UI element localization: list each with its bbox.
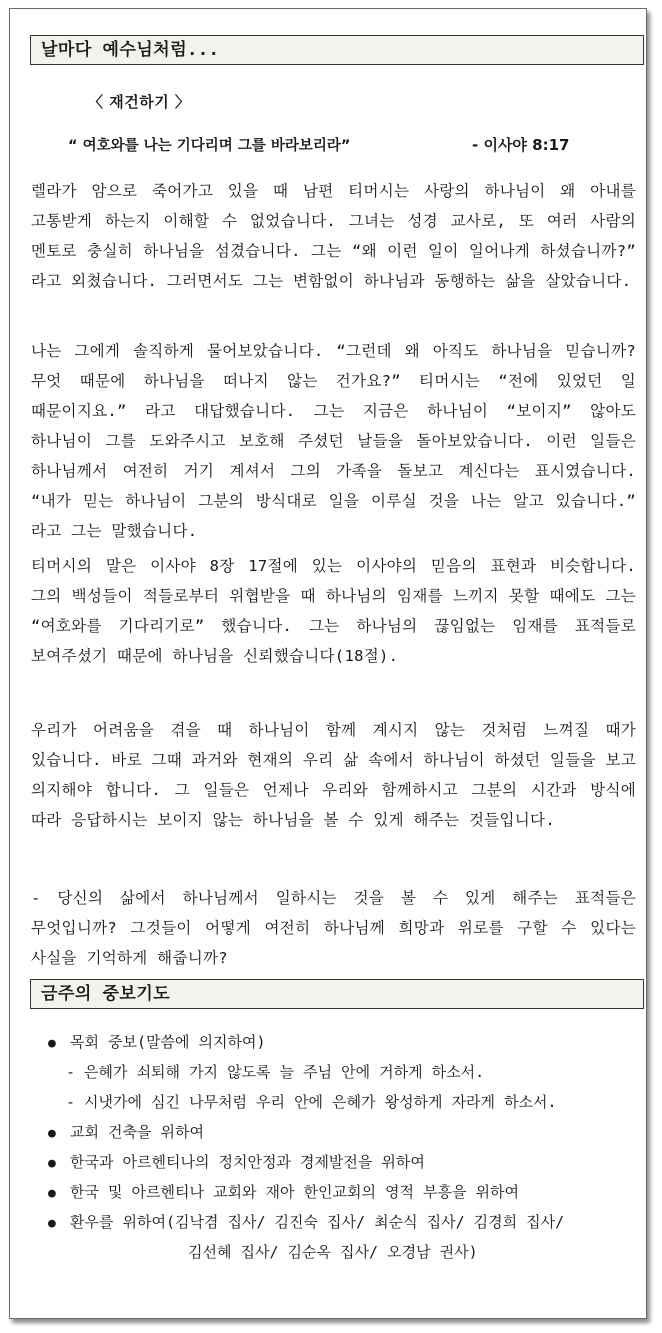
devotion-paragraph: 우리가 어려움을 겪을 때 하나님이 함께 계시지 않는 것처럼 느껴질 때가 있습니다. 바로 그때 과거와 현재의 우리 삶 속에서 하나님이 하셨던 일들을 보고 의지해야 합니다. 그 일들은 언제나 우리와 함께하시고 그분의 시간과 방식에 따라 응답하시는 보이지 않는 하나님을 볼 수 있게 해주는 것들입니다. <box>31 721 636 829</box>
prayer-item <box>48 1177 638 1207</box>
prayer-item-text: - 시냇가에 심긴 나무처럼 우리 안에 은혜가 왕성하게 자라게 하소서. <box>66 1093 557 1111</box>
bulletin-page <box>9 8 647 1319</box>
prayer-item <box>48 1147 638 1177</box>
verse-quote: “ 여호와를 나는 기다리며 그를 바라보리라” <box>68 138 351 154</box>
prayer-item-continuation <box>48 1237 638 1267</box>
devotion-paragraph: 렐라가 암으로 죽어가고 있을 때 남편 티머시는 사랑의 하나님이 왜 아내를 고통받게 하는지 이해할 수 없었습니다. 그녀는 성경 교사로, 또 여러 사람의 멘토로 충실히 하나님을 섬겼습니다. 그는 “왜 이런 일이 일어나게 하셨습니까?” 라고 외쳤습니다. 그러면서도 그는 변함없이 하나님과 동행하는 삶을 살았습니다. <box>31 182 636 290</box>
prayer-item <box>48 1117 638 1147</box>
verse-reference: - 이사야 8:17 <box>472 136 570 154</box>
prayer-item <box>48 1027 638 1057</box>
prayer-header: 금주의 중보기도 <box>30 979 644 1009</box>
bullet-icon: ● <box>48 1156 56 1171</box>
bullet-icon: ● <box>48 1216 56 1231</box>
prayer-item-text: 김선혜 집사/ 김순옥 집사/ 오경남 권사) <box>188 1243 478 1261</box>
prayer-item <box>48 1207 638 1237</box>
prayer-list <box>48 1027 638 1267</box>
prayer-item-text: 한국과 아르헨티나의 정치안정과 경제발전을 위하여 <box>70 1153 425 1171</box>
devotion-paragraph: 나는 그에게 솔직하게 물어보았습니다. “그런데 왜 아직도 하나님을 믿습니까? 무엇 때문에 하나님을 떠나지 않는 건가요?” 티머시는 “전에 있었던 일 때문이지요.” 라고 대답했습니다. 그는 지금은 하나님이 “보이지” 않아도 하나님이 그를 도와주시고 보호해 주셨던 날들을 돌아보았습니다. 이런 일들은 하나님께서 여전히 거기 계셔서 그의 가족을 돌보고 계신다는 표시였습니다. “내가 믿는 하나님이 그분의 방식대로 일을 이루실 것을 나는 알고 있습니다.” 라고 그는 말했습니다. <box>31 342 636 540</box>
devotion-header: 날마다 예수님처럼... <box>30 35 644 65</box>
prayer-subitem <box>48 1087 638 1117</box>
bullet-icon: ● <box>48 1036 56 1051</box>
prayer-subitem <box>48 1057 638 1087</box>
devotion-subtitle: 〈 재건하기 〉 <box>88 93 191 111</box>
prayer-item-text: 환우를 위하여(김낙겸 집사/ 김진숙 집사/ 최순식 집사/ 김경희 집사/ <box>70 1213 565 1231</box>
reflection-question: - 당신의 삶에서 하나님께서 일하시는 것을 볼 수 있게 해주는 표적들은 무엇입니까? 그것들이 어떻게 여전히 하나님께 희망과 위로를 구할 수 있다는 사실을 기억하게 해줍니까? <box>31 889 636 967</box>
devotion-paragraph: 티머시의 말은 이사야 8장 17절에 있는 이사야의 믿음의 표현과 비슷합니다. 그의 백성들이 적들로부터 위협받을 때 하나님의 임재를 느끼지 못할 때에도 그는 “여호와를 기다리기로” 했습니다. 그는 하나님의 끊임없는 임재를 표적들로 보여주셨기 때문에 하나님을 신뢰했습니다(18절). <box>31 557 636 665</box>
prayer-item-text: 한국 및 아르헨티나 교회와 재아 한인교회의 영적 부흥을 위하여 <box>70 1183 519 1201</box>
prayer-item-text: - 은혜가 쇠퇴해 가지 않도록 늘 주님 안에 거하게 하소서. <box>66 1063 485 1081</box>
bullet-icon: ● <box>48 1186 56 1201</box>
bullet-icon: ● <box>48 1126 56 1141</box>
prayer-item-text: 교회 건축을 위하여 <box>70 1123 204 1141</box>
prayer-item-text: 목회 중보(말씀에 의지하여) <box>70 1033 266 1051</box>
